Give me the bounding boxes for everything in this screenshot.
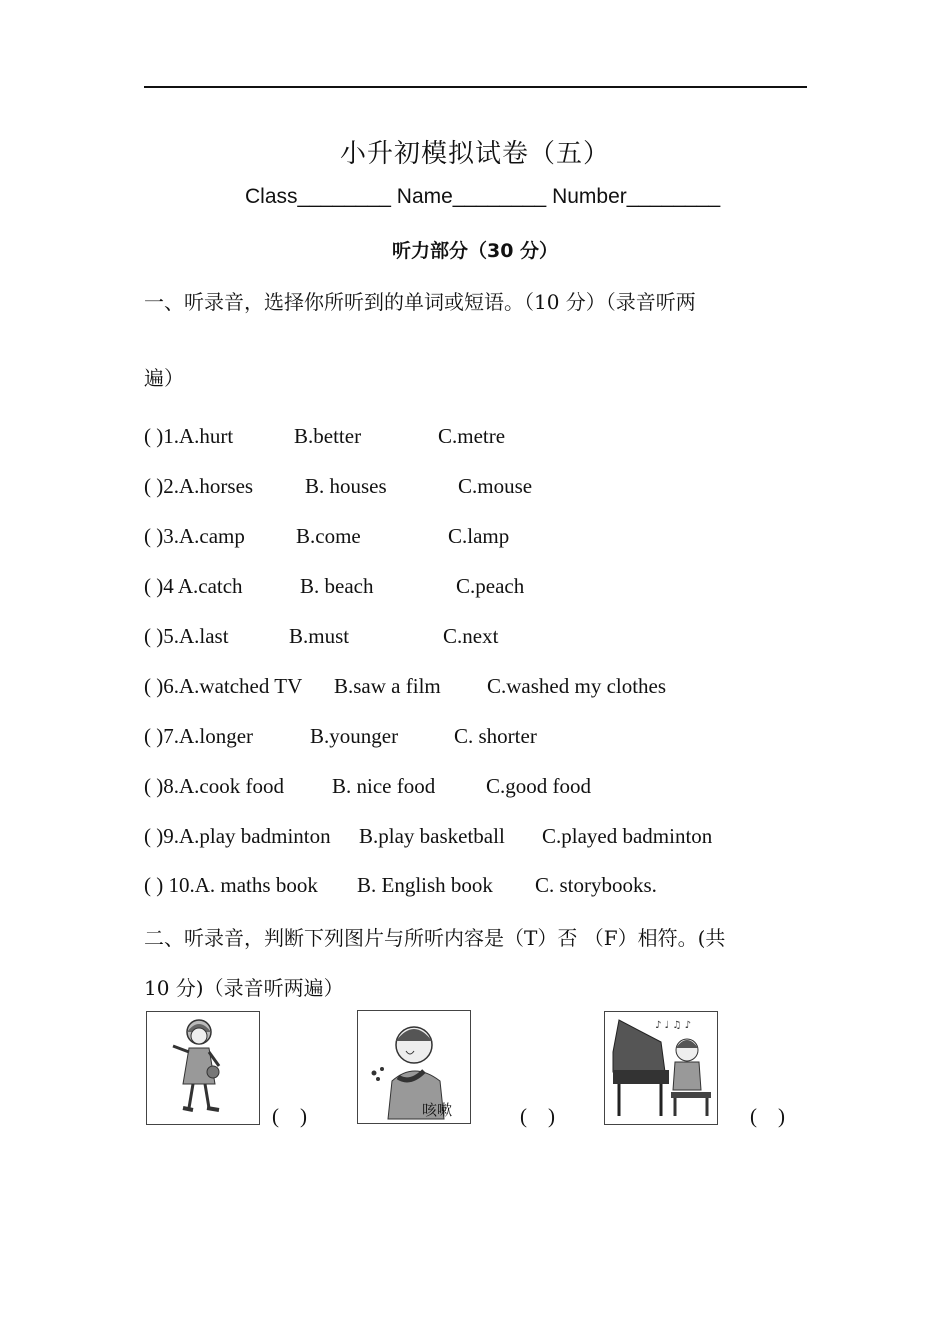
- question-option-b: B.must: [289, 624, 350, 648]
- answer-blank-3[interactable]: ( ): [750, 1104, 785, 1128]
- boy-playing-piano-icon: [604, 1011, 718, 1125]
- part1-instruction-line1: 一、听录音，选择你所听到的单词或短语。（10 分）（录音听两: [144, 290, 696, 314]
- svg-text:♪ ♩ ♫ ♪: ♪ ♩ ♫ ♪: [655, 1020, 691, 1031]
- student-info-line: Class________ Name________ Number________: [245, 185, 721, 208]
- question-option-a: ( )3.A.camp: [144, 524, 245, 548]
- question-option-b: B. beach: [300, 574, 374, 598]
- question-option-b: B.come: [296, 524, 361, 548]
- question-option-b: B. nice food: [332, 774, 436, 798]
- question-option-c: C.played badminton: [542, 824, 713, 848]
- cough-caption: 咳嗽: [422, 1101, 453, 1119]
- part2-instruction-line2: 10 分)（录音听两遍）: [144, 976, 344, 1000]
- question-option-a: ( )5.A.last: [144, 624, 229, 648]
- question-option-a: ( )1.A.hurt: [144, 424, 234, 448]
- question-option-a: ( )4 A.catch: [144, 574, 243, 598]
- question-option-c: C. shorter: [454, 724, 537, 748]
- question-option-b: B. English book: [357, 873, 493, 897]
- header-rule: [144, 86, 807, 88]
- question-option-b: B.play basketball: [359, 824, 505, 848]
- part1-instruction-line2: 遍）: [144, 366, 184, 390]
- question-option-c: C.next: [443, 624, 499, 648]
- page-title: 小升初模拟试卷（五）: [339, 139, 610, 169]
- question-option-b: B. houses: [305, 474, 387, 498]
- question-option-a: ( )2.A.horses: [144, 474, 254, 498]
- section-heading-listening: 听力部分（30 分）: [391, 240, 559, 262]
- boy-coughing-icon: [357, 1010, 471, 1124]
- question-option-b: B.younger: [310, 724, 399, 748]
- question-option-a: ( )7.A.longer: [144, 724, 254, 748]
- question-option-b: B.better: [294, 424, 362, 448]
- question-option-c: C. storybooks.: [535, 873, 657, 897]
- question-option-c: C.washed my clothes: [487, 674, 667, 698]
- question-option-c: C.metre: [438, 424, 506, 448]
- question-option-c: C.lamp: [448, 524, 510, 548]
- part2-instruction-line1: 二、听录音，判断下列图片与所听内容是（T）否 （F）相符。(共: [144, 926, 726, 950]
- question-option-a: ( ) 10.A. maths book: [144, 873, 318, 897]
- question-option-c: C.peach: [456, 574, 525, 598]
- question-option-a: ( )9.A.play badminton: [144, 824, 331, 848]
- question-option-c: C.good food: [486, 774, 591, 798]
- question-option-a: ( )6.A.watched TV: [144, 674, 303, 698]
- girl-playing-pingpong-icon: [146, 1011, 260, 1125]
- question-option-b: B.saw a film: [334, 674, 441, 698]
- answer-blank-1[interactable]: ( ): [272, 1104, 307, 1128]
- question-option-a: ( )8.A.cook food: [144, 774, 284, 798]
- answer-blank-2[interactable]: ( ): [520, 1104, 555, 1128]
- question-option-c: C.mouse: [458, 474, 533, 498]
